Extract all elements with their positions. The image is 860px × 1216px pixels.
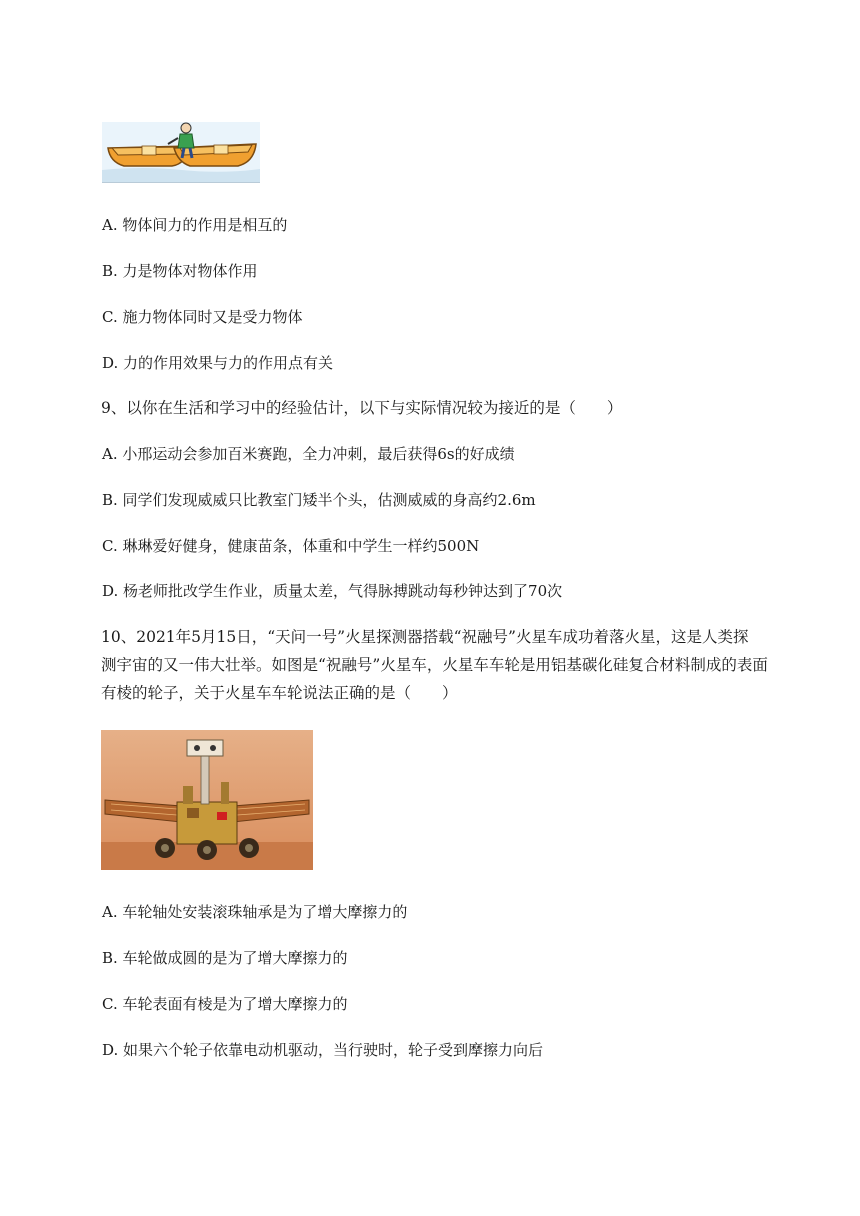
q9-option-d: D. 杨老师批改学生作业，质量太差，气得脉搏跳动每秒钟达到了70次 [102, 582, 563, 600]
q9-option-c: C. 琳琳爱好健身，健康苗条，体重和中学生一样约500N [102, 537, 480, 555]
mars-rover-photo-icon [101, 730, 313, 870]
q10-option-c: C. 车轮表面有棱是为了增大摩擦力的 [102, 995, 348, 1013]
q8-option-b: B. 力是物体对物体作用 [102, 262, 258, 280]
q10-option-a: A. 车轮轴处安装滚珠轴承是为了增大摩擦力的 [102, 903, 408, 921]
q9-stem: 9、以你在生活和学习中的经验估计，以下与实际情况较为接近的是（ ） [101, 399, 623, 417]
q8-option-a: A. 物体间力的作用是相互的 [102, 216, 288, 234]
q10-stem-line-2: 测宇宙的又一伟大壮举。如图是“祝融号”火星车，火星车车轮是用铝基碳化硅复合材料制成的表面 [101, 656, 768, 674]
q10-stem-line-1: 10、2021年5月15日，“天问一号”火星探测器搭载“祝融号”火星车成功着落火星，这是人类探 [101, 628, 749, 646]
q9-option-b: B. 同学们发现威威只比教室门矮半个头，估测威威的身高约2.6m [102, 491, 536, 509]
q9-option-a: A. 小邢运动会参加百米赛跑，全力冲刺，最后获得6s的好成绩 [102, 445, 515, 463]
q10-stem-line-3: 有棱的轮子，关于火星车车轮说法正确的是（ ） [101, 684, 458, 702]
boat-illustration-icon [102, 122, 260, 183]
q10-option-d: D. 如果六个轮子依靠电动机驱动，当行驶时，轮子受到摩擦力向后 [102, 1041, 544, 1059]
q10-option-b: B. 车轮做成圆的是为了增大摩擦力的 [102, 949, 348, 967]
q8-option-d: D. 力的作用效果与力的作用点有关 [102, 354, 334, 372]
q8-option-c: C. 施力物体同时又是受力物体 [102, 308, 303, 326]
